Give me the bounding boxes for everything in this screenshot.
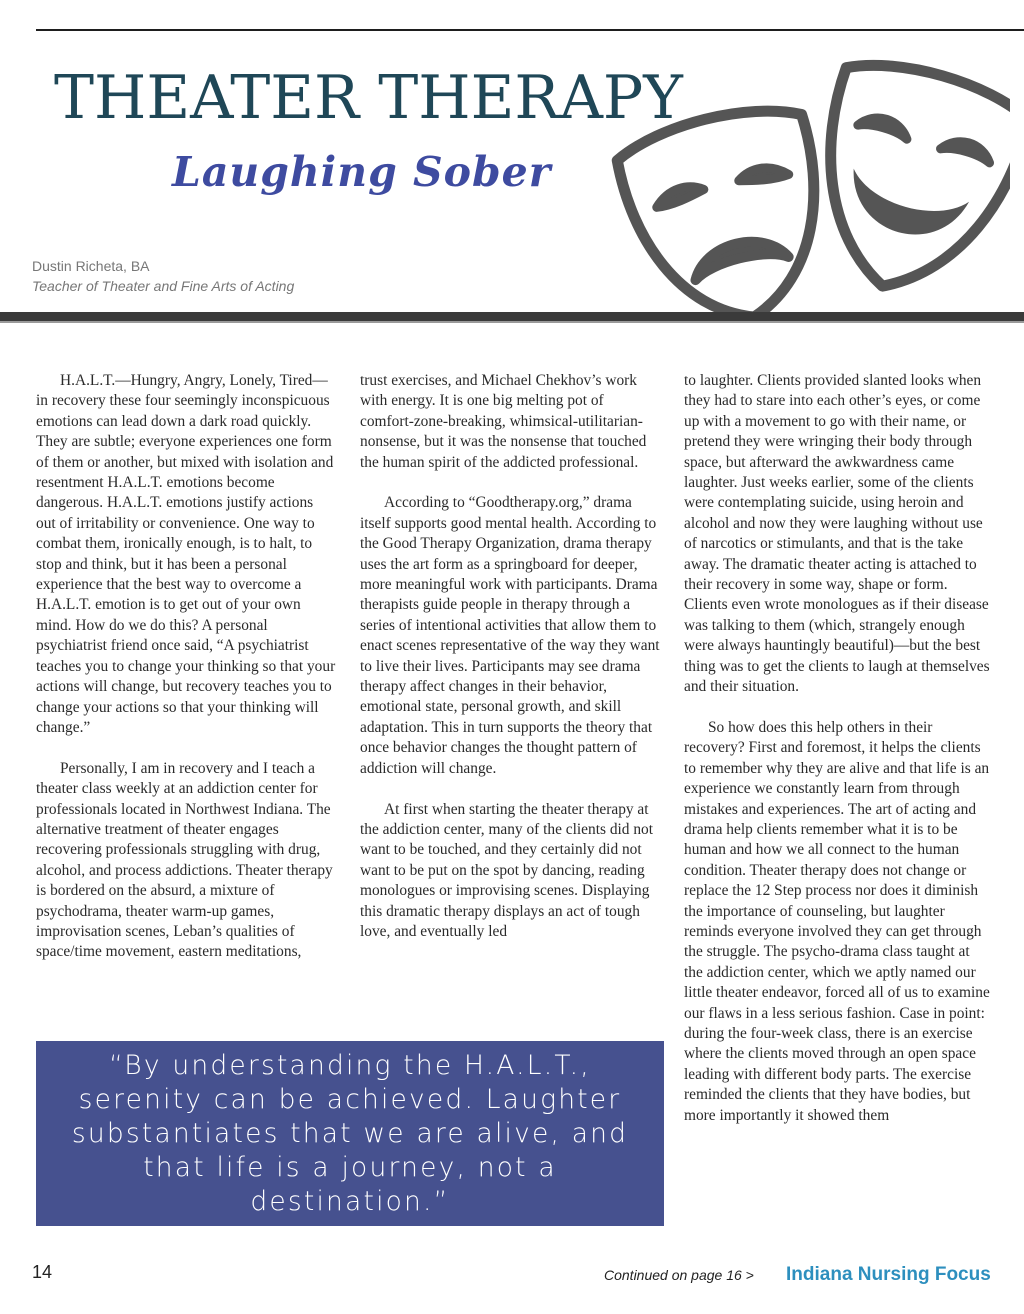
article-column-2	[360, 371, 660, 963]
comedy-tragedy-masks-icon	[610, 50, 1010, 320]
top-rule	[36, 29, 1024, 31]
paragraph: At first when starting the theater therapy at the addiction center, many of the clients did not want to be touched, and they certainly did not want to be put on the spot by dancing, reading monologues or improvising scenes. Displaying this dramatic therapy displays an act of tough love, and eventually led	[360, 800, 654, 940]
header-divider	[0, 312, 1024, 321]
paragraph: H.A.L.T.—Hungry, Angry, Lonely, Tired—in recovery these four seemingly inconspicuous emotions can lead down a dark road quickly. They are subtle; everyone experiences one form of them or another, but mixed with isolation and resentment H.A.L.T. emotions become dangerous. H.A.L.T. emotions justify actions out of irritability or convenience. One way to combat them, ironically enough, is to halt, to stop and think, but it has been a personal experience that the best way to overcome a H.A.L.T. emotion is to get out of your own mind. How do we do this? A personal psychiatrist friend once said, “A psychiatrist teaches you to change your thinking so that your actions will change, but recovery teaches you to change your actions so that your thinking will change.”	[36, 372, 336, 736]
paragraph: trust exercises, and Michael Chekhov’s work with energy. It is one big melting pot of comfort-zone-breaking, whimsical-utilitarian-nonsense, but it was the nonsense that touched the human spirit of the addicted professional.	[360, 372, 647, 471]
paragraph: Personally, I am in recovery and I teach a theater class weekly at an addiction center for professionals located in Northwest Indiana. The alternative treatment of theater engages recovering professionals struggling with drug, alcohol, and process addictions. Theater therapy is bordered on the absurd, a mixture of psychodrama, theater warm-up games, improvisation scenes, Leban’s qualities of space/time movement, eastern meditations,	[36, 759, 333, 961]
page-number: 14	[32, 1262, 53, 1282]
publication-name: Indiana Nursing Focus	[786, 1264, 991, 1285]
author-name: Dustin Richeta, BA	[32, 258, 150, 274]
continued-link[interactable]: Continued on page 16 >	[604, 1267, 754, 1283]
article-column-1	[36, 371, 336, 983]
author-role: Teacher of Theater and Fine Arts of Acting	[32, 278, 295, 294]
paragraph: According to “Goodtherapy.org,” drama itself supports good mental health. According to the Good Therapy Organization, drama therapy uses the art form as a springboard for deeper, more meaningful work with participants. Drama therapists guide people in therapy through a series of intentional activities that allow them to enact scenes representative of the way they want to live their lives. Participants may see drama therapy affect changes in their behavior, emotional state, personal growth, and skill adaptation. This in turn supports the theory that once behavior changes the thought pattern of addiction will change.	[360, 494, 660, 777]
paragraph: to laughter. Clients provided slanted looks when they had to stare into each other’s eyes, or come up with a movement to go with their name, or pretend they were wringing their body through space, but afterward the awkwardness came laughter. Just weeks earlier, some of the clients were contemplating suicide, using heroin and alcohol and now they were laughing without use of narcotics or stimulants, and that is the take away. The dramatic theater acting is attached to their recovery in some way, shape or form. Clients even wrote monologues as if their disease was talking to them (which, strangely enough were always hauntingly beautiful)—but the best thing was to get the clients to laugh at themselves and their situation.	[684, 372, 990, 696]
pull-quote-box	[36, 1041, 664, 1226]
pull-quote: “By understanding the H.A.L.T., serenity can be achieved. Laughter substantiates that we are alive, and that life is a journey, not a destination.”	[71, 1049, 629, 1217]
article-subtitle: Laughing Sober	[172, 148, 552, 196]
header-divider-shadow	[0, 321, 1024, 323]
paragraph: So how does this help others in their recovery? First and foremost, it helps the clients to remember why they are alive and that life is an experience we constantly learn from through mistakes and experiences. The art of acting and drama help clients remember what it is to be human and how we all connect to the human condition. Theater therapy does not change or replace the 12 Step process nor does it diminish the importance of counseling, but laughter reminds everyone involved they can get through the struggle. The psycho-drama class taught at the addiction center, which we aptly named our little theater endeavor, forced all of us to examine our flaws in a less serious fashion. Case in point: during the four-week class, there is an exercise where the clients moved through an open space leading with different body parts. The exercise reminded the clients that they have bodies, but more importantly it showed them	[684, 718, 990, 1124]
article-title: THEATER THERAPY	[54, 63, 683, 133]
article-column-3	[684, 371, 990, 1146]
